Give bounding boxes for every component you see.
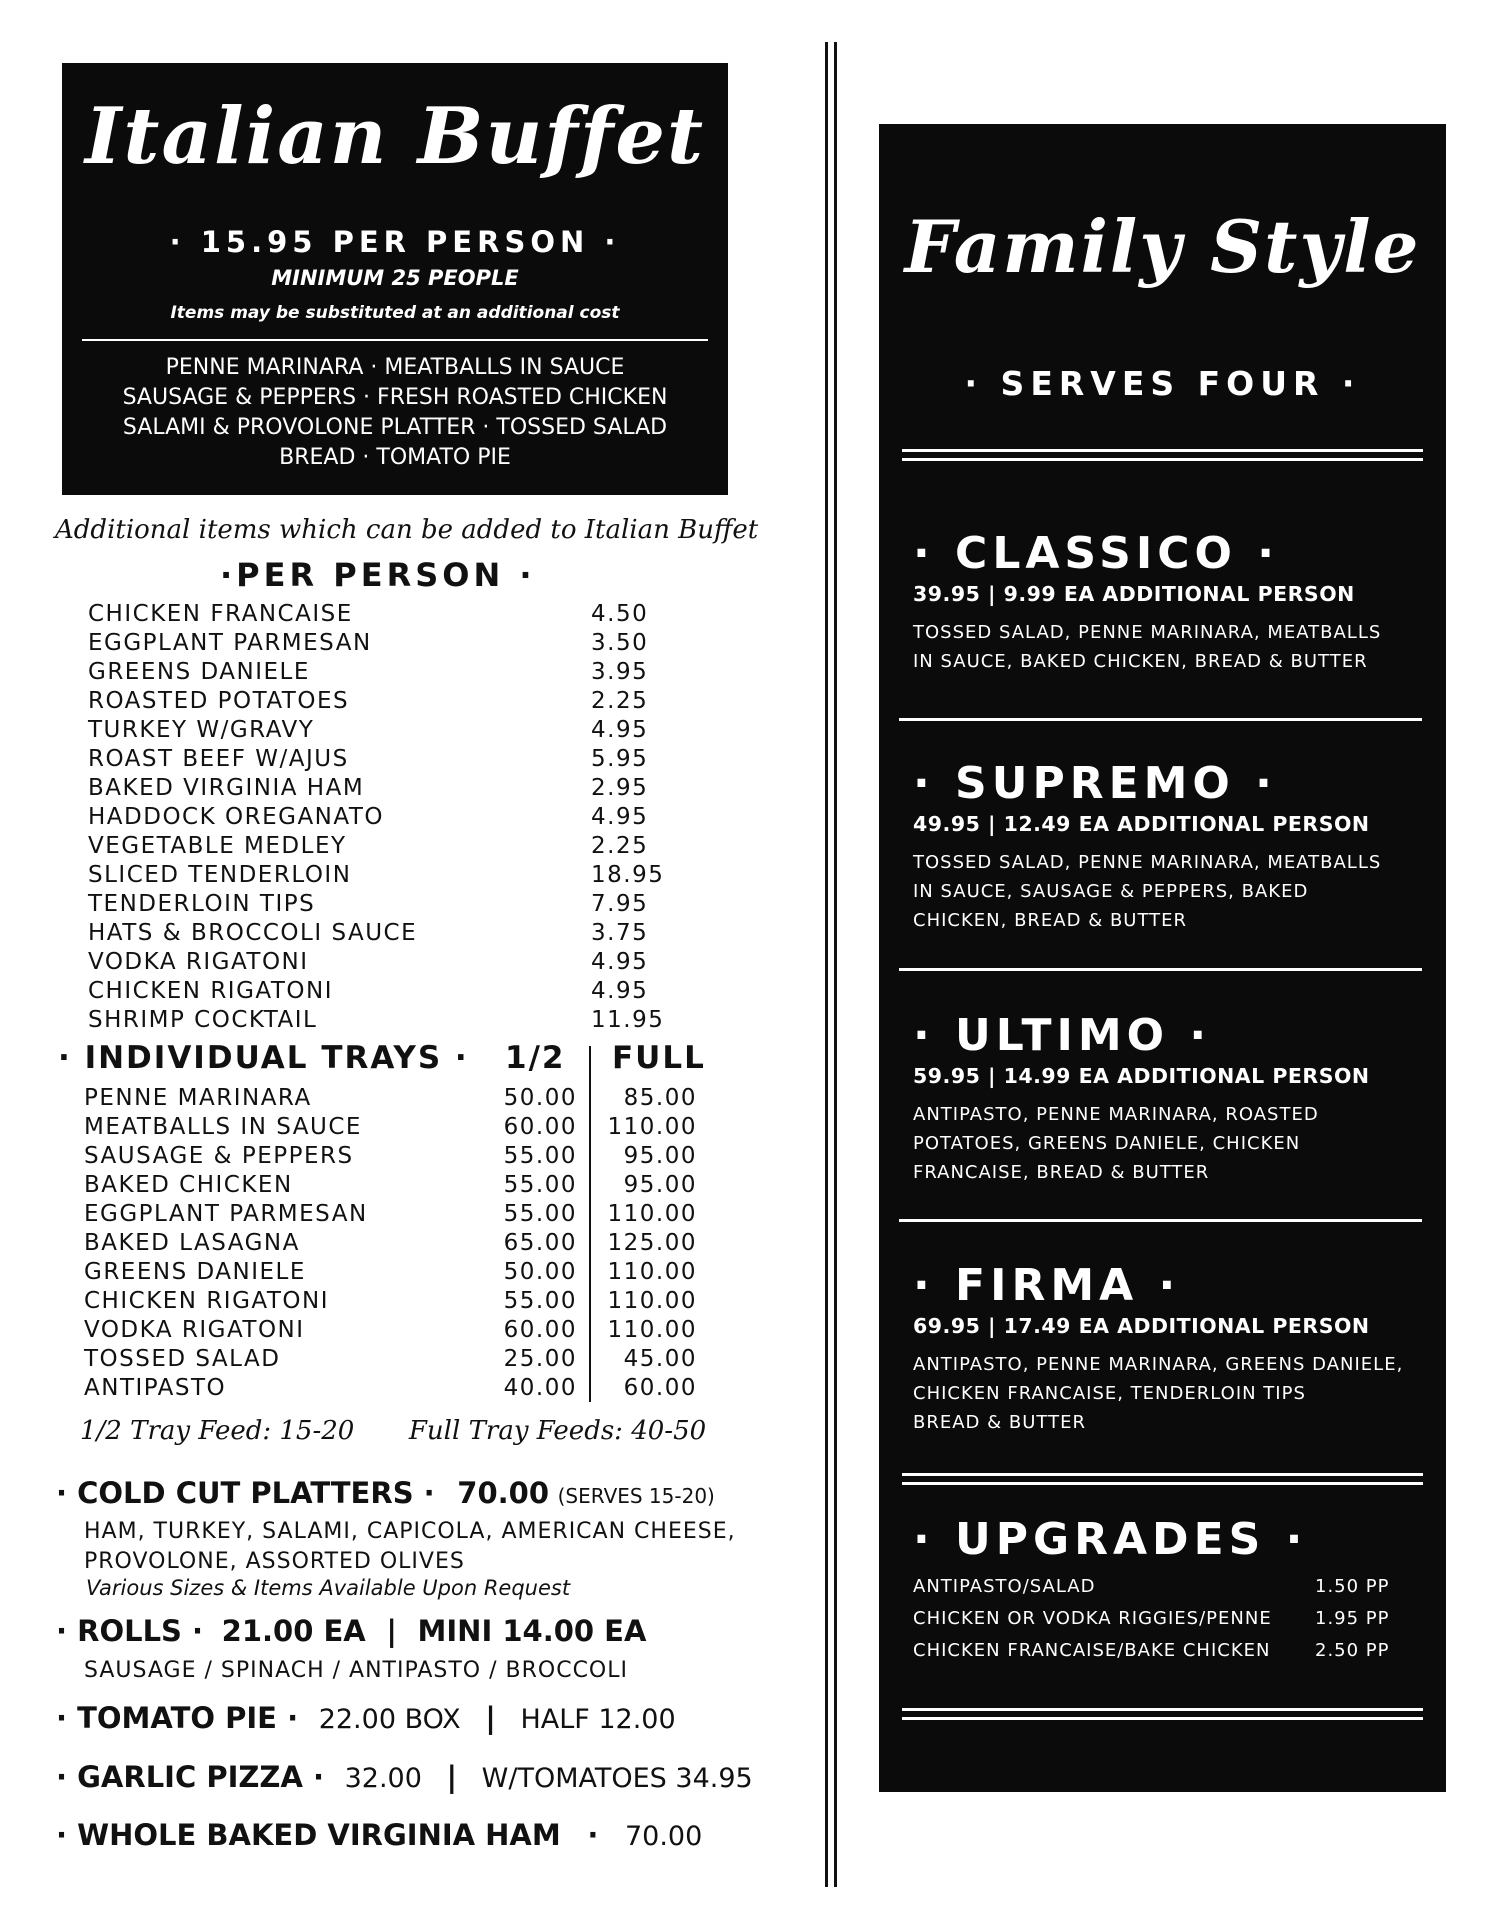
package-ultimo <box>913 1010 1426 1187</box>
table-row <box>84 1288 724 1317</box>
item-price: 4.95 <box>591 804 649 830</box>
list-item <box>913 1640 1423 1672</box>
serves-four-heading: · SERVES FOUR · <box>964 364 1361 403</box>
item-name: TURKEY W/GRAVY <box>88 717 315 743</box>
item-name: CHICKEN RIGATONI <box>88 978 334 1004</box>
table-row <box>84 1230 724 1259</box>
item-price: 18.95 <box>591 862 665 888</box>
item-name: EGGPLANT PARMESAN <box>88 630 372 656</box>
garlic-pizza-line <box>56 1760 753 1794</box>
additional-items-heading: Additional items which can be added to Italian Buffet <box>55 515 759 545</box>
rolls-items: SAUSAGE / SPINACH / ANTIPASTO / BROCCOLI <box>84 1658 628 1683</box>
upgrades-list <box>913 1576 1423 1672</box>
cold-cut-note: Various Sizes & Items Available Upon Request <box>86 1576 571 1600</box>
package-name: · SUPREMO · <box>913 758 1277 809</box>
rolls-mini-price: MINI 14.00 EA <box>417 1614 647 1648</box>
tomato-pie-separator: | <box>485 1701 496 1735</box>
package-description-line: FRANCAISE, BREAD & BUTTER <box>913 1162 1210 1183</box>
double-divider <box>902 1473 1423 1485</box>
tray-name: SAUSAGE & PEPPERS <box>84 1143 354 1169</box>
table-row <box>84 1143 724 1172</box>
upgrade-price: 1.95 PP <box>1315 1608 1390 1629</box>
rolls-label: · ROLLS · <box>56 1614 204 1648</box>
item-name: SHRIMP COCKTAIL <box>88 1007 318 1033</box>
tray-name: VODKA RIGATONI <box>84 1317 305 1343</box>
list-item <box>88 978 668 1007</box>
buffet-minimum: MINIMUM 25 PEOPLE <box>271 266 519 290</box>
tray-full-price: 110.00 <box>607 1259 697 1285</box>
list-item <box>88 804 668 833</box>
item-name: TENDERLOIN TIPS <box>88 891 316 917</box>
list-item <box>913 1608 1423 1640</box>
tomato-pie-line <box>56 1701 676 1735</box>
section-divider <box>899 1219 1422 1222</box>
tray-full-price: 95.00 <box>623 1172 697 1198</box>
tomato-pie-half-price: HALF 12.00 <box>520 1704 676 1735</box>
full-tray-column-header: FULL <box>612 1040 706 1076</box>
package-description-line: TOSSED SALAD, PENNE MARINARA, MEATBALLS <box>913 622 1382 643</box>
tray-name: EGGPLANT PARMESAN <box>84 1201 368 1227</box>
section-divider <box>899 718 1422 721</box>
buffet-item-line: PENNE MARINARA · MEATBALLS IN SAUCE <box>165 355 625 380</box>
tray-half-price: 50.00 <box>503 1085 577 1111</box>
tray-half-price: 55.00 <box>503 1172 577 1198</box>
tray-name: ANTIPASTO <box>84 1375 227 1401</box>
item-name: GREENS DANIELE <box>88 659 310 685</box>
package-description-line: ANTIPASTO, PENNE MARINARA, GREENS DANIELE, <box>913 1354 1404 1375</box>
tray-name: TOSSED SALAD <box>84 1346 281 1372</box>
table-row <box>84 1201 724 1230</box>
item-price: 2.95 <box>591 775 649 801</box>
half-tray-column-header: 1/2 <box>505 1040 566 1076</box>
tray-half-price: 25.00 <box>503 1346 577 1372</box>
item-price: 11.95 <box>591 1007 665 1033</box>
item-price: 3.50 <box>591 630 649 656</box>
rolls-line <box>56 1614 646 1648</box>
package-name: · ULTIMO · <box>913 1010 1212 1061</box>
tray-half-price: 60.00 <box>503 1114 577 1140</box>
package-description-line: CHICKEN, BREAD & BUTTER <box>913 910 1188 931</box>
rolls-separator: | <box>386 1614 397 1648</box>
item-price: 7.95 <box>591 891 649 917</box>
garlic-pizza-tomatoes-price: W/TOMATOES 34.95 <box>481 1763 753 1794</box>
package-price: 69.95 | 17.49 EA ADDITIONAL PERSON <box>913 1314 1370 1338</box>
table-row <box>84 1259 724 1288</box>
table-row <box>84 1172 724 1201</box>
item-price: 3.95 <box>591 659 649 685</box>
buffet-price: · 15.95 PER PERSON · <box>169 225 621 259</box>
center-divider-left <box>825 42 828 1887</box>
cold-cut-items <box>84 1517 736 1577</box>
list-item <box>88 833 668 862</box>
tray-name: BAKED LASAGNA <box>84 1230 300 1256</box>
tray-full-price: 85.00 <box>623 1085 697 1111</box>
list-item <box>88 717 668 746</box>
list-item <box>88 862 668 891</box>
package-description-line: BREAD & BUTTER <box>913 1412 1086 1433</box>
package-description-line: TOSSED SALAD, PENNE MARINARA, MEATBALLS <box>913 852 1382 873</box>
garlic-pizza-separator: | <box>446 1760 458 1794</box>
list-item <box>913 1576 1423 1608</box>
tray-half-price: 55.00 <box>503 1143 577 1169</box>
list-item <box>88 920 668 949</box>
tray-full-price: 110.00 <box>607 1114 697 1140</box>
table-row <box>84 1317 724 1346</box>
item-name: ROAST BEEF W/AJUS <box>88 746 349 772</box>
tray-name: GREENS DANIELE <box>84 1259 306 1285</box>
section-divider <box>899 968 1422 971</box>
cold-cut-items-line: HAM, TURKEY, SALAMI, CAPICOLA, AMERICAN CHEESE, <box>84 1519 736 1544</box>
individual-trays-heading: · INDIVIDUAL TRAYS · <box>58 1040 469 1076</box>
item-name: VEGETABLE MEDLEY <box>88 833 347 859</box>
italian-buffet-box <box>62 63 728 495</box>
table-row <box>84 1346 724 1375</box>
buffet-item-line: BREAD · TOMATO PIE <box>279 445 511 470</box>
item-name: VODKA RIGATONI <box>88 949 309 975</box>
tray-full-price: 45.00 <box>623 1346 697 1372</box>
tray-half-price: 65.00 <box>503 1230 577 1256</box>
double-divider <box>902 1708 1423 1720</box>
tray-full-price: 125.00 <box>607 1230 697 1256</box>
garlic-pizza-label: · GARLIC PIZZA · <box>56 1760 324 1794</box>
cold-cut-platters-line <box>56 1476 715 1510</box>
list-item <box>88 775 668 804</box>
garlic-pizza-price: 32.00 <box>344 1763 422 1794</box>
package-description-line: ANTIPASTO, PENNE MARINARA, ROASTED <box>913 1104 1319 1125</box>
package-description-line: IN SAUCE, BAKED CHICKEN, BREAD & BUTTER <box>913 651 1368 672</box>
list-item <box>88 688 668 717</box>
list-item <box>88 949 668 978</box>
ham-label: · WHOLE BAKED VIRGINIA HAM <box>56 1818 561 1852</box>
tray-name: MEATBALLS IN SAUCE <box>84 1114 362 1140</box>
list-item <box>88 630 668 659</box>
item-price: 5.95 <box>591 746 649 772</box>
package-description <box>913 848 1426 935</box>
package-price: 39.95 | 9.99 EA ADDITIONAL PERSON <box>913 582 1355 606</box>
whole-ham-line <box>56 1818 702 1852</box>
buffet-item-line: SAUSAGE & PEPPERS · FRESH ROASTED CHICKEN <box>122 385 668 410</box>
list-item <box>88 891 668 920</box>
tray-half-price: 40.00 <box>503 1375 577 1401</box>
tray-half-price: 55.00 <box>503 1288 577 1314</box>
tray-name: BAKED CHICKEN <box>84 1172 293 1198</box>
tomato-pie-label: · TOMATO PIE · <box>56 1701 299 1735</box>
cold-cut-items-line: PROVOLONE, ASSORTED OLIVES <box>84 1549 465 1574</box>
cold-cut-serves: (SERVES 15-20) <box>557 1484 715 1508</box>
full-tray-feeds: Full Tray Feeds: 40-50 <box>408 1416 707 1446</box>
half-tray-feeds: 1/2 Tray Feed: 15-20 <box>80 1416 355 1446</box>
list-item <box>88 746 668 775</box>
table-row <box>84 1114 724 1143</box>
package-description-line: CHICKEN FRANCAISE, TENDERLOIN TIPS <box>913 1383 1306 1404</box>
package-description <box>913 1350 1426 1437</box>
center-divider-right <box>834 42 837 1887</box>
buffet-items <box>62 353 728 473</box>
item-name: BAKED VIRGINIA HAM <box>88 775 365 801</box>
item-price: 4.50 <box>591 601 649 627</box>
table-row <box>84 1375 724 1404</box>
package-price: 59.95 | 14.99 EA ADDITIONAL PERSON <box>913 1064 1370 1088</box>
package-description-line: POTATOES, GREENS DANIELE, CHICKEN <box>913 1133 1301 1154</box>
item-name: SLICED TENDERLOIN <box>88 862 352 888</box>
tray-half-price: 55.00 <box>503 1201 577 1227</box>
family-style-title: Family Style <box>904 204 1421 289</box>
ham-price: 70.00 <box>624 1821 703 1852</box>
per-person-list <box>88 601 668 1036</box>
tray-name: CHICKEN RIGATONI <box>84 1288 330 1314</box>
upgrades-heading: · UPGRADES · <box>913 1514 1308 1565</box>
buffet-note: Items may be substituted at an additional cost <box>170 303 620 323</box>
tray-half-price: 60.00 <box>503 1317 577 1343</box>
item-name: CHICKEN FRANCAISE <box>88 601 353 627</box>
tray-full-price: 110.00 <box>607 1288 697 1314</box>
package-description-line: IN SAUCE, SAUSAGE & PEPPERS, BAKED <box>913 881 1309 902</box>
tray-full-price: 110.00 <box>607 1317 697 1343</box>
tray-half-price: 50.00 <box>503 1259 577 1285</box>
item-price: 3.75 <box>591 920 649 946</box>
item-name: HATS & BROCCOLI SAUCE <box>88 920 418 946</box>
package-supremo <box>913 758 1426 935</box>
item-name: HADDOCK OREGANATO <box>88 804 384 830</box>
ham-separator: · <box>587 1818 599 1852</box>
item-price: 2.25 <box>591 833 649 859</box>
rolls-price: 21.00 EA <box>221 1614 366 1648</box>
family-style-panel <box>879 124 1446 1792</box>
buffet-divider <box>82 339 708 341</box>
buffet-item-line: SALAMI & PROVOLONE PLATTER · TOSSED SALAD <box>122 415 668 440</box>
tray-full-price: 95.00 <box>623 1143 697 1169</box>
item-price: 4.95 <box>591 949 649 975</box>
tomato-pie-price: 22.00 BOX <box>318 1704 461 1735</box>
cold-cut-price: 70.00 <box>457 1476 550 1510</box>
list-item <box>88 601 668 630</box>
tray-full-price: 60.00 <box>623 1375 697 1401</box>
package-description <box>913 1100 1426 1187</box>
upgrade-name: CHICKEN FRANCAISE/BAKE CHICKEN <box>913 1640 1271 1661</box>
upgrade-price: 2.50 PP <box>1315 1640 1390 1661</box>
list-item <box>88 659 668 688</box>
table-row <box>84 1085 724 1114</box>
cold-cut-label: · COLD CUT PLATTERS · <box>56 1476 435 1510</box>
buffet-title: Italian Buffet <box>84 91 706 182</box>
tray-full-price: 110.00 <box>607 1201 697 1227</box>
upgrade-name: CHICKEN OR VODKA RIGGIES/PENNE <box>913 1608 1272 1629</box>
package-price: 49.95 | 12.49 EA ADDITIONAL PERSON <box>913 812 1370 836</box>
item-price: 4.95 <box>591 717 649 743</box>
package-classico <box>913 528 1426 676</box>
upgrade-name: ANTIPASTO/SALAD <box>913 1576 1096 1597</box>
list-item <box>88 1007 668 1036</box>
package-description <box>913 618 1426 676</box>
upgrade-price: 1.50 PP <box>1315 1576 1390 1597</box>
tray-feeds-note <box>80 1416 706 1446</box>
trays-list <box>84 1085 724 1404</box>
item-name: ROASTED POTATOES <box>88 688 350 714</box>
package-name: · CLASSICO · <box>913 528 1279 579</box>
package-firma <box>913 1260 1426 1437</box>
tray-name: PENNE MARINARA <box>84 1085 312 1111</box>
item-price: 4.95 <box>591 978 649 1004</box>
item-price: 2.25 <box>591 688 649 714</box>
per-person-heading: ·PER PERSON · <box>220 556 536 594</box>
package-name: · FIRMA · <box>913 1260 1181 1311</box>
double-divider <box>902 449 1423 461</box>
